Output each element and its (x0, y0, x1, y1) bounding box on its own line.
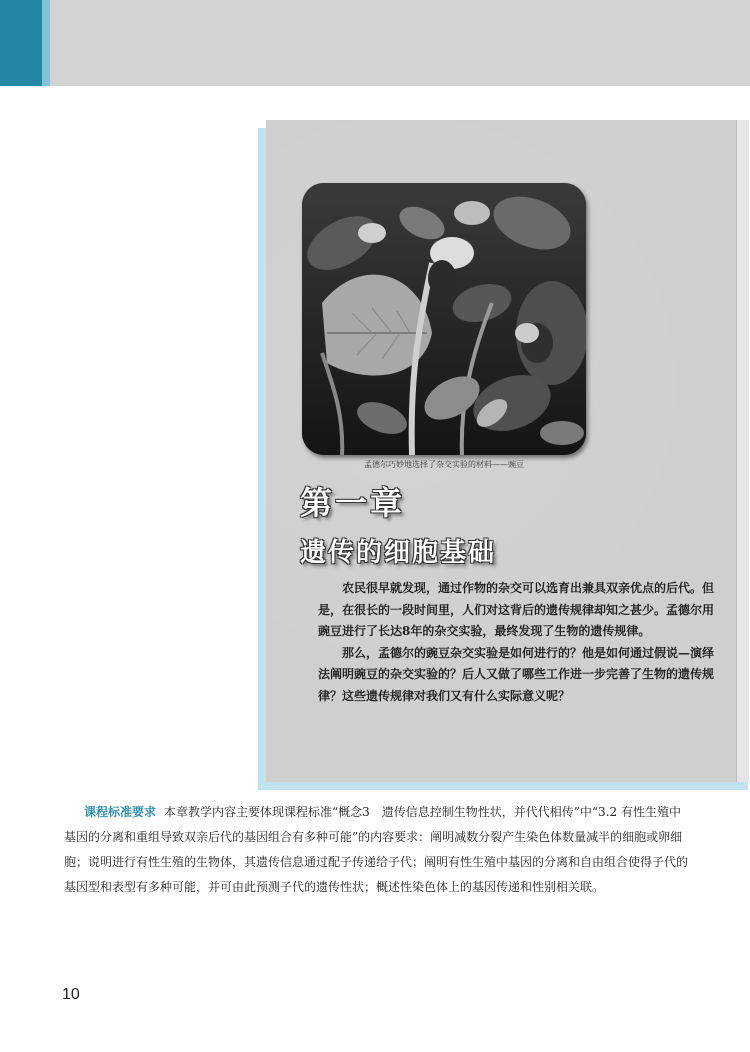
standards-text: 本章教学内容主要体现课程标准“概念3 遗传信息控制生物性状，并代代相传”中“3.2 有性生殖中基因的分离和重组导致双亲后代的基因组合有多种可能”的内容要求：阐明减数分裂产生染色体数量减半的细胞或卵细胞；说明进行有性生殖的生物体，其遗传信息通过配子传递给子代；阐明有性生殖中基因的分离和自由组合使得子代的基因型和表型有多种可能，并可由此预测子代的遗传性状；概述性染色体上的基因传递和性别相关联。 (64, 805, 689, 894)
pea-plant-illustration (302, 183, 586, 455)
header-accent-bar (0, 0, 42, 86)
intro-paragraph: 那么，孟德尔的豌豆杂交实验是如何进行的？他是如何通过假说—演绎法阐明豌豆的杂交实验的？后人又做了哪些工作进一步完善了生物的遗传规律？这些遗传规律对我们又有什么实际意义呢？ (318, 645, 715, 703)
chapter-intro (318, 578, 718, 707)
curriculum-standards (64, 800, 688, 900)
standards-paragraph (64, 800, 688, 900)
chapter-subtitle: 遗传的细胞基础 (300, 538, 497, 568)
page-number: 10 (62, 986, 80, 1003)
standards-label: 课程标准要求 (84, 805, 157, 819)
panel-edge-strip (736, 120, 749, 782)
header-bar (0, 0, 750, 86)
header-accent-stripe (42, 0, 50, 86)
chapter-title: 第一章 (300, 484, 406, 522)
intro-paragraph: 农民很早就发现，通过作物的杂交可以选育出兼具双亲优点的后代。但是，在很长的一段时间里，人们对这背后的遗传规律却知之甚少。孟德尔用豌豆进行了长达8年的杂交实验，最终发现了生物的遗传规律。 (318, 581, 715, 638)
photo-caption: 孟德尔巧妙地选择了杂交实验的材料——豌豆 (364, 460, 524, 469)
pea-plant-photo (302, 183, 586, 455)
